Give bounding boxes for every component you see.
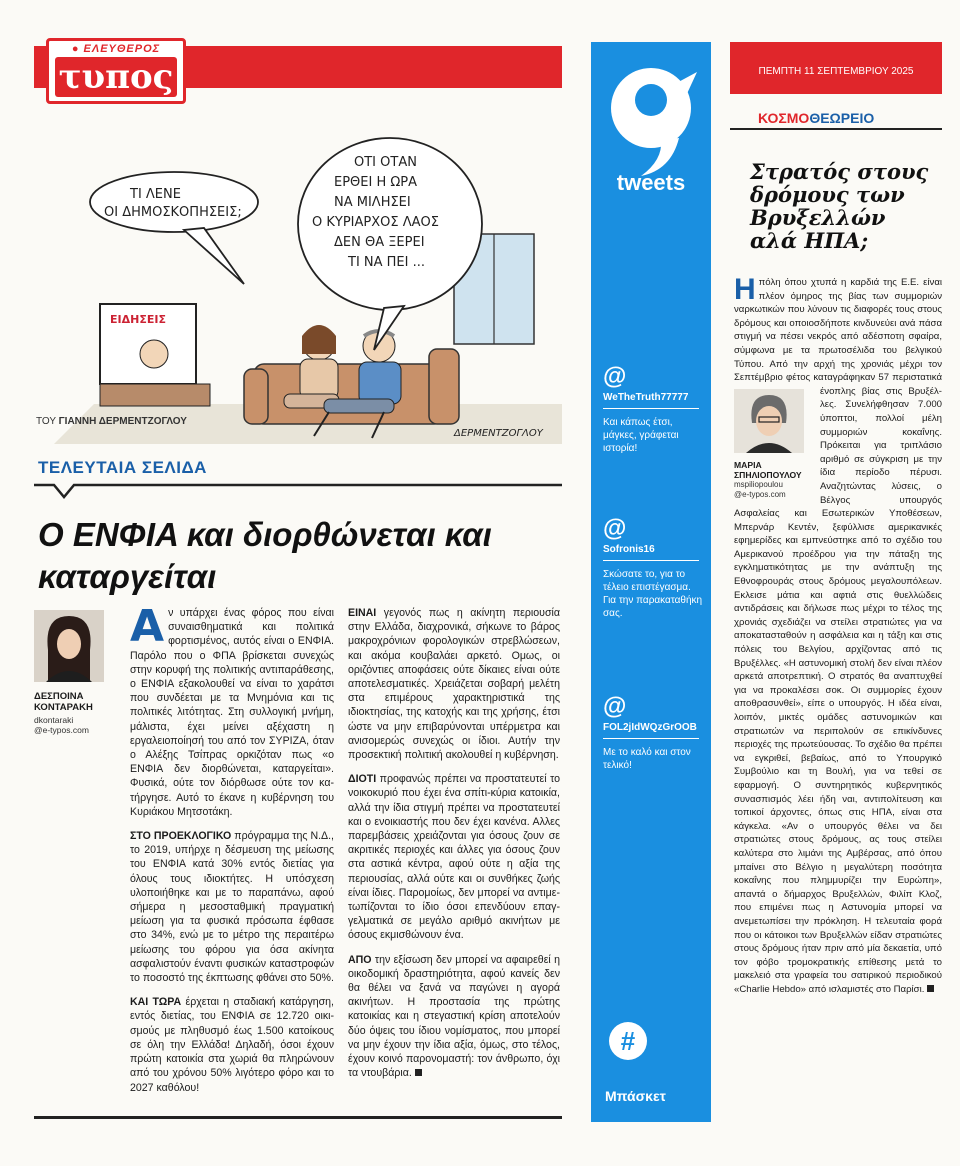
tweet-divider — [603, 560, 699, 561]
opinion-author-box — [734, 389, 814, 501]
section-rule — [730, 128, 942, 130]
article-column-2 — [348, 606, 560, 1091]
bubble-right-line-2: ΕΡΘΕΙ Η ΩΡΑ — [334, 175, 418, 190]
bubble-right-line-1: ΟΤΙ ΟΤΑΝ — [354, 155, 417, 170]
tv-label: ΕΙΔΗΣΕΙΣ — [110, 313, 166, 326]
article-paragraph: ΑΠΟ την εξίσωση δεν μπορεί να αφαιρεθεί η οικοδομική δραστηριότητα, αφού κανείς δεν θα θέλει να ξανά να παγώνει η αγορά ακινήτων. Η προστασία της πρώτης κατοικίας και η στεγαστική κρίση αποτελούν δύο όψεις του ίδιου νομίσματος, που μπορεί να μην έχουν την ίδια αξία, όμως, στο τέλος, έχουν κοινό παρονομαστή: τον άνθρωπο, όχι τα ντουβάρια. — [348, 953, 560, 1080]
hashtag-icon: # — [609, 1022, 647, 1060]
section-label: ΤΕΛΕΥΤΑΙΑ ΣΕΛΙΔΑ — [38, 458, 207, 477]
cartoon-signature: ΔΕΡΜΕΝΤΖΟΓΛΟΥ — [454, 428, 543, 439]
tweets-title: tweets — [616, 170, 686, 195]
at-icon: @ — [603, 693, 627, 720]
article-paragraph: ΣΤΟ ΠΡΟΕΚΛΟΓΙΚΟ πρόγραμμα της Ν.Δ., το 2019, υπήρχε η δέσμευση της μείωσης του ΕΝΦΙΑ κατά 30% εντός διετίας για όλους τους ιδιοκτήτες. Η υπόσχεση υλοποιήθηκε και με το παραπάνω, αφού σήμερα η μεσοσταθμική πραγματική μείωση για τα φυσικά πρόσωπα έφθασε στο 34%, ενώ με το μέτρο της περαιτέρω μείωσης του φόρου για όσα ακίνητα ασφαλιστούν έναντι φυσικών καταστροφών το ποσοστό της έκπτωσης φθάνει στο 50%. — [130, 830, 334, 985]
kosmotheorio-column — [730, 42, 942, 1122]
author-box — [34, 610, 114, 735]
bubble-right-line-5: ΔΕΝ ΘΑ ΞΕΡΕΙ — [334, 235, 425, 250]
bubble-right-line-3: ΝΑ ΜΙΛΗΣΕΙ — [334, 195, 411, 210]
opinion-body: Η πόλη όπου χτυπά η καρδιά της Ε.Ε. είναι πλέον όμηρος της βίας των συμμοριών ναρκωτικών που λύνουν τις διαφορές τους στους δρόμους και οποιοσδήποτε κινδυνεύει ανά πάσα στιγμή να πέσει νεκρός από αδέσποτη σφαίρα, σύμφωνα με τα πρωτοσέλιδα του βελγικού Τύπου. Από την αρχή της χρονιάς μέχρι τον Σεπτέμβριο φέτος καταγράφηκαν 57 ΜΑΡΙΑ ΣΠΗΛΙΟΠΟΥΛΟΥ mspiliopoulou @e-typos.com περιστατικά ένοπλης βίας στις Βρυξέλλες. Συνελήφθησαν 7.000 ύποπτοι, πολλοί μέλη συμμοριών κοκαΐνης. Πρόκειται για τριπλάσιο αριθμό σε σύγκριση με την ίδια περίοδο πέρυσι. Αναζητώντας λύσεις, ο Βέλγος υπουργός Ασφαλείας και Εσωτερικών Υποθέσεων, Μπερνάρ Κεντέν, ξεφύλλισε αμερικανικές εφημερίδες και εμπνεύστηκε από το σχέδιο του Αμερικανού προέδρου για την πάταξη της εγκληματικότητας με την ανάπτυξη της Εθνοφρουράς στους δρόμους μεγαλουπόλεων. Εκλεισε μάτια και αφτιά στις θυελλώδεις αντιδράσεις και δήλωσε πως μέχρι το τέλος της χρονιάς σχεδιάζει να στείλει στρατιώτες για να αποκατασταθούν η ασφάλεια και η τάξη και στις πόλεις του Βελγίου, αρχίζοντας από τις Βρυξέλλες. «Η αστυνομική στολή δεν είναι πλέον αρκετά αποτρεπτική. Ο στρατός θα αναπτυχθεί για να προκαλέσει σοκ. Οι συμμορίες έχουν αποθρασυνθεί», είπε ο υπουργός. Η ιδέα είναι, λοιπόν, μικτές ομάδες αστυνομικών και στρατιωτών να περιπολούν σε επικίνδυνες περιοχές της πρωτεύουσας. Το σχέδιο θα πρέπει να εγκριθεί, βεβαίως, από το Υπουργικό Συμβούλιο και τη Βουλή, για να τεθεί σε εφαρμογή. Ο συντηρητικός κυβερνητικός συνασπισμός λέει ήδη ναι, αντιπολίτευση και τοπικοί άρχοντες, όπως στις ΗΠΑ, είναι στα κάγκελα. «Αν ο υπουργός θέλει να δει στρατιώτες στους δρόμους, ας τους στείλει καλύτερα στο λιμάνι της Αμβέρσας, από όπου μπαίνει στο Βέλγιο η μεγαλύτερη ποσότητα κοκαΐνης που πλημμυρίζει την Ευρώπη», απαντά ο δήμαρχος Βρυξελλών, Φιλίπ Κλοζ, που επιμένει πως η Αστυνομία μπορεί να ανεμετωπίσει την πρόκληση. Η τελευταία φορά που οι κάτοικοι των Βρυξελλών είδαν στρατιώτες στους δρόμους ήταν πριν από μία δεκαετία, υπό τον φόβο τρομοκρατικής επίθεσης μετά το μακελειό στα γραφεία του σατιρικού περιοδικού «Charlie Hebdo» από ισλαμιστές στο Παρίσι. — [734, 273, 942, 995]
tweets-footer: Μπάσκετ — [605, 1088, 666, 1104]
bubble-left-line-1: ΤΙ ΛΕΝΕ — [130, 187, 181, 202]
tweet-divider — [603, 408, 699, 409]
tweet-item — [603, 364, 703, 455]
main-article-page — [34, 38, 562, 1128]
tweets-logo-icon — [601, 50, 701, 180]
tweet-text: Σκώσατε το, για το τέλειο επιστέγασμα. Για την παρακαταθήκη σας. — [603, 569, 703, 619]
article-paragraph: Αν υπάρχει ένας φόρος που είναι συναισθηματικά και πολιτικά φορτισμένος, αυτός είναι ο ΕΝΦΙΑ. Παρόλο που ο ΦΠΑ βρίσκεται συνεχώς στην κορυφή της πολιτικής αντιπαράθεσης, ο ΕΝΦΙΑ εξακολουθεί να είναι το χαράτσι που συνδέεται με τα Μνημόνια και τις πολιτικές λιτότητας. Στη συλλογική μνήμη, μάλιστα, έχει μείνει αξέχαστη η εργαλειοποίησή του από τον ΣΥΡΙΖΑ, όταν ο Αλέξης Τσίπρας ορκιζόταν πως «ο ΕΝΦΙΑ δεν διορθώνεται, καταργείται». Φυσικά, ούτε τον διόρθωσε ούτε τον κατήργησε. Αυτό το έκανε η κυβέρνηση του Κυριάκου Μητσοτάκη. — [130, 601, 334, 818]
author-email: dkontaraki @e-typos.com — [34, 715, 89, 735]
tweet-handle: WeTheTruth77777 — [603, 392, 689, 403]
section-title: ΚΟΣΜΟΘΕΩΡΕΙΟ — [758, 110, 875, 126]
tweet-item — [603, 694, 703, 772]
opinion-author-name: ΜΑΡΙΑ ΣΠΗΛΙΟΠΟΥΛΟΥ — [734, 460, 802, 481]
bubble-right-line-6: ΤΙ ΝΑ ΠΕΙ ... — [348, 255, 426, 270]
tweets-strip — [591, 42, 711, 1122]
bubble-right-line-4: Ο ΚΥΡΙΑΡΧΟΣ ΛΑΟΣ — [312, 215, 439, 230]
cartoon-credit-name: ΓΙΑΝΝΗ ΔΕΡΜΕΝΤΖΟΓΛΟΥ — [58, 416, 187, 427]
tweet-text: Με το καλό και στον τελικό! — [603, 747, 691, 771]
opinion-author-photo — [734, 389, 804, 453]
bubble-left-line-2: ΟΙ ΔΗΜΟΣΚΟΠΗΣΕΙΣ; — [104, 205, 242, 220]
tweet-divider — [603, 738, 699, 739]
masthead-big-text: τυπος — [55, 57, 177, 97]
author-name: ΔΕΣΠΟΙΝΑ ΚΟΝΤΑΡΑΚΗ — [34, 691, 93, 713]
masthead-logo — [46, 38, 186, 104]
author-photo — [34, 610, 104, 682]
tweet-item — [603, 516, 703, 620]
article-column-1 — [130, 601, 335, 1105]
cartoon-credit: ΤΟΥ ΓΙΑΝΝΗ ΔΕΡΜΕΝΤΖΟΓΛΟΥ — [36, 416, 187, 427]
date-bar: ΠΕΜΠΤΗ 11 ΣΕΠΤΕΜΒΡΙΟΥ 2025 — [730, 42, 942, 94]
article-headline: Ο ΕΝΦΙΑ και διορθώνεται και καταργείται — [38, 516, 492, 595]
section-rule — [34, 483, 562, 499]
tweet-handle: FOL2jIdWQzGrOOB — [603, 722, 697, 733]
opinion-headline: Στρατός στους δρόμους των Βρυξελλών αλά ΗΠΑ; — [750, 159, 929, 253]
opinion-author-email: mspiliopoulou @e-typos.com — [734, 480, 786, 500]
at-icon: @ — [603, 515, 627, 542]
article-paragraph: ΕΙΝΑΙ γεγονός πως η ακίνητη περιουσία στην Ελλάδα, διαχρονικά, σήκωνε το βάρος μακροχρόνιων φορολογικών στρεβλώσεων, και ακόμα κουβαλάει αρκετό. Ομως, οι οριζόντιες αποφάσεις ούτε δίκαιες είναι ούτε αποτελεσματικές. Χρειάζεται σοβαρή μελέτη στα επιμέρους χαρακτηριστικά της ιδιοκτησίας, της κατοχής και της χρήσης, έτσι ώστε να μην επιβαρύνονται υπέρμετρα και ανισομερώς συνεχώς οι ίδιοι. Αυτήν την προσεκτική πολιτική ακολουθεί η κυβέρνηση. — [348, 607, 560, 762]
tweet-text: Και κάπως έτσι, μάγκες, γράφεται ιστορία! — [603, 417, 679, 454]
article-paragraph: ΔΙΟΤΙ προφανώς πρέπει να προστατευτεί το νοικοκυριό που έχει ένα σπίτι-κύρια κατοικία, αλλά την ίδια στιγμή πρέπει να προστατευτεί και ο ενοικιαστής που δεν έχει κανένα. Αλλες παρεμβάσεις χρειάζονται για όσους ζουν σε ακριτικές περιοχές και άλλες για όσους ζουν στα αστικά κέντρα, αφού ούτε η αξία της περιουσίας, αλλά ούτε και οι συνθήκες ζωής είναι ίδιες. Παρομοίως, δεν μπορεί να αντιμετωπίζονται το ίδιο όσοι επενδύουν επαγγελματικά σε μεγάλο αριθμό ακινήτων με όσους εκμισθώνουν ένα. — [348, 773, 560, 942]
end-mark — [927, 985, 934, 992]
end-mark — [415, 1069, 422, 1076]
dropcap: Α — [130, 601, 165, 652]
cartoon-illustration — [34, 114, 562, 444]
dropcap: Η — [734, 273, 756, 306]
bottom-rule — [34, 1116, 562, 1119]
tweet-handle: Sofronis16 — [603, 544, 655, 555]
masthead-small-text: ● ΕΛΕΥΘΕΡΟΣ — [71, 43, 161, 55]
article-paragraph: ΚΑΙ ΤΩΡΑ έρχεται η σταδιακή κατάργηση, εντός διετίας, του ΕΝΦΙΑ σε 12.720 οικισμούς με πληθυσμό έως 1.500 κατοίκους σε όλη την Ελλάδα! Δηλαδή, όσοι έχουν πρώτη κατοικία στα χωριά θα πληρώνουν από του χρόνου 50% λιγότερο φόρο και το 2027 καθόλου! — [130, 996, 335, 1094]
at-icon: @ — [603, 363, 627, 390]
